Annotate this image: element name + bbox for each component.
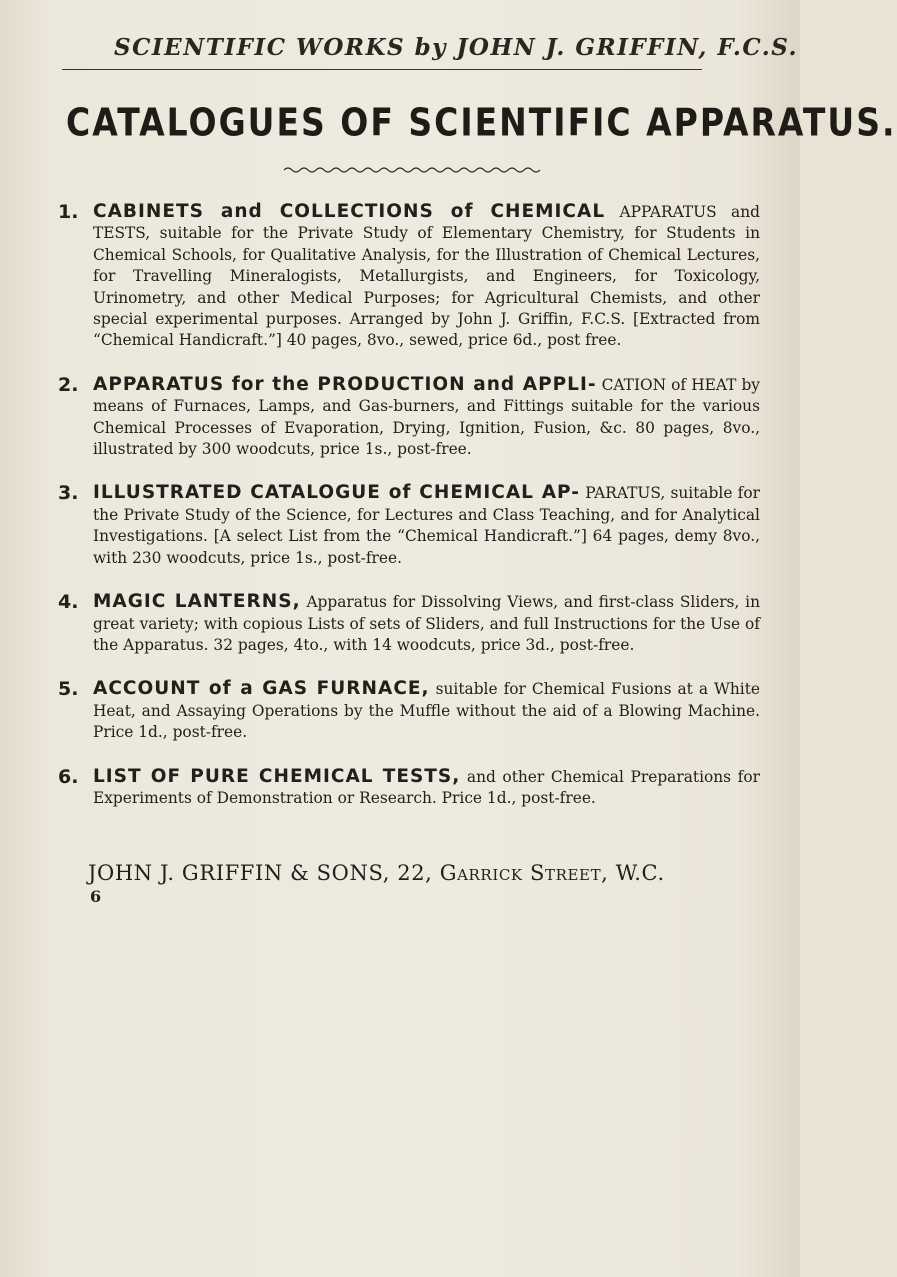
catalogue-item <box>58 201 760 352</box>
catalogue-item <box>58 482 760 569</box>
item-body: APPARATUS and TESTS, suitable for the Private Study of Elementary Chemistry, for Students in Chemical Schools, for Qualitative Analysis, for the Illustration of Chemical Lectures, for Travelling Mineralogists, Metallurgists, and Engineers, for Toxicology, Urinometry, and other Medical Purposes; for Agricultural Chemists, and other special experimental purposes. Arranged by John J. Griffin, F.C.S. [Extracted from “Chemical Handicraft.”] 40 pages, 8vo., sewed, price 6d., post free. <box>93 203 761 350</box>
header-rule <box>62 69 702 70</box>
catalogue-item <box>58 591 760 656</box>
item-number: 6. <box>58 765 79 788</box>
publisher-name: JOHN J. GRIFFIN & SONS, 22, <box>88 861 440 886</box>
catalogue-item <box>58 766 760 810</box>
item-body: suitable for Chemical Fusions at a White Heat, and Assaying Operations by the Muffle without the aid of a Blowing Machine. Price 1d., post-free. <box>93 680 760 742</box>
item-lead: MAGIC LANTERNS, <box>93 591 301 613</box>
publisher-footer <box>88 861 760 885</box>
item-lead: CABINETS and COLLECTIONS of CHEMICAL <box>93 201 606 222</box>
item-body: and other Chemical Preparations for Experiments of Demonstration or Research. Price 1d., post-free. <box>93 767 760 807</box>
item-body: PARATUS, suitable for the Private Study of the Science, for Lectures and Class Teaching, and for Analytical Investigations. [A select List from the “Chemical Handicraft.”] 64 pages, demy 8vo., with 230 woodcuts, price 1s., post-free. <box>93 484 760 567</box>
item-lead: LIST OF PURE CHEMICAL TESTS, <box>93 765 461 787</box>
item-number: 2. <box>58 373 79 396</box>
running-head: SCIENTIFIC WORKS by JOHN J. GRIFFIN, F.C.S. <box>114 34 799 61</box>
catalogue-list <box>58 201 760 809</box>
item-lead: APPARATUS for the PRODUCTION and APPLI- <box>93 373 597 395</box>
item-body: CATION of HEAT by means of Furnaces, Lamps, and Gas-burners, and Fittings suitable for the various Chemical Processes of Evaporation, Drying, Ignition, Fusion, &c. 80 pages, 8vo., illustrated by 300 woodcuts, price 1s., post-free. <box>93 375 760 459</box>
wavy-ornament <box>284 165 544 175</box>
publisher-address: Garrick Street, W.C. <box>439 861 665 886</box>
catalogue-item <box>58 678 760 743</box>
item-lead: ILLUSTRATED CATALOGUE of CHEMICAL AP- <box>93 482 580 504</box>
item-lead: ACCOUNT of a GAS FURNACE, <box>93 678 430 700</box>
item-number: 5. <box>58 678 79 701</box>
item-number: 4. <box>58 591 79 614</box>
catalogue-item <box>58 374 760 461</box>
item-number: 1. <box>58 201 79 223</box>
item-body: Apparatus for Dissolving Views, and first-class Sliders, in great variety; with copious Lists of sets of Sliders, and full Instructions for the Use of the Apparatus. 32 pages, 4to., with 14 woodcuts, price 3d., post-free. <box>93 593 760 654</box>
item-number: 3. <box>58 482 79 505</box>
page-number: 6 <box>90 887 102 907</box>
page-title: CATALOGUES OF SCIENTIFIC APPARATUS. <box>66 100 897 145</box>
